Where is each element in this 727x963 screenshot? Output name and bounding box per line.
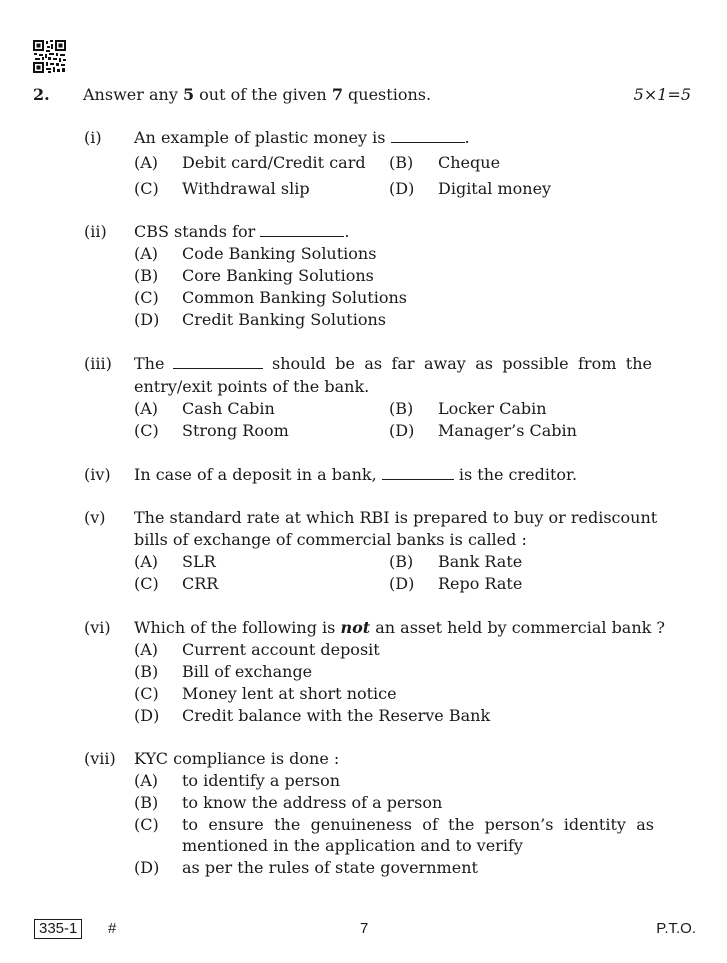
paper-code: 335-1 xyxy=(34,919,82,939)
option-text: Strong Room xyxy=(182,421,289,440)
marks-allocation: 5×1=5 xyxy=(633,85,691,104)
option-key: (D) xyxy=(389,179,415,198)
part-text-v-line2: bills of exchange of commercial banks is called : xyxy=(134,530,527,549)
option-key: (D) xyxy=(134,858,160,877)
part-text-ii: CBS stands for . xyxy=(134,222,350,241)
option-text: Withdrawal slip xyxy=(182,179,310,198)
part-text-iv: In case of a deposit in a bank, is the creditor. xyxy=(134,465,578,484)
option-key: (C) xyxy=(134,179,159,198)
option-text: as per the rules of state government xyxy=(182,858,478,877)
option-text: Bank Rate xyxy=(438,552,523,571)
part-text-iii: The should be as far away as possible from the xyxy=(134,354,652,373)
option-text: Code Banking Solutions xyxy=(182,244,377,263)
part-text-vii: KYC compliance is done : xyxy=(134,749,340,768)
part-label-vii: (vii) xyxy=(84,749,116,768)
option-key: (B) xyxy=(134,662,159,681)
option-text: Locker Cabin xyxy=(438,399,547,418)
option-key: (C) xyxy=(134,815,159,834)
option-key: (D) xyxy=(389,574,415,593)
qr-code xyxy=(33,40,66,73)
option-text: Debit card/Credit card xyxy=(182,153,366,172)
option-text: CRR xyxy=(182,574,219,593)
part-label-iv: (iv) xyxy=(84,465,111,484)
option-key: (B) xyxy=(134,793,159,812)
option-text: Cash Cabin xyxy=(182,399,275,418)
option-key: (A) xyxy=(134,399,159,418)
option-key: (A) xyxy=(134,640,159,659)
option-text-continued: mentioned in the application and to verify xyxy=(182,836,523,855)
part-label-ii: (ii) xyxy=(84,222,107,241)
option-key: (D) xyxy=(134,310,160,329)
option-key: (C) xyxy=(134,684,159,703)
option-text: Repo Rate xyxy=(438,574,523,593)
option-key: (D) xyxy=(389,421,415,440)
option-text: to identify a person xyxy=(182,771,341,790)
option-text: to know the address of a person xyxy=(182,793,443,812)
pto-label: P.T.O. xyxy=(656,920,696,937)
option-key: (D) xyxy=(134,706,160,725)
part-label-iii: (iii) xyxy=(84,354,112,373)
question-instruction: Answer any 5 out of the given 7 questions. xyxy=(83,85,432,104)
question-number: 2. xyxy=(33,85,50,104)
option-key: (B) xyxy=(389,153,414,172)
option-text: Common Banking Solutions xyxy=(182,288,407,307)
option-text: Manager’s Cabin xyxy=(438,421,577,440)
option-key: (A) xyxy=(134,244,159,263)
part-text-iii-line2: entry/exit points of the bank. xyxy=(134,377,370,396)
option-key: (C) xyxy=(134,421,159,440)
option-text: Current account deposit xyxy=(182,640,380,659)
hash-mark: # xyxy=(108,920,117,937)
option-key: (B) xyxy=(389,552,414,571)
option-key: (B) xyxy=(134,266,159,285)
option-key: (C) xyxy=(134,288,159,307)
option-key: (A) xyxy=(134,771,159,790)
option-text: Digital money xyxy=(438,179,552,198)
option-text: Cheque xyxy=(438,153,501,172)
option-key: (A) xyxy=(134,552,159,571)
option-key: (B) xyxy=(389,399,414,418)
option-text: Money lent at short notice xyxy=(182,684,397,703)
answer-blank xyxy=(260,222,344,237)
part-label-i: (i) xyxy=(84,128,102,147)
option-key: (C) xyxy=(134,574,159,593)
option-text: Credit balance with the Reserve Bank xyxy=(182,706,491,725)
option-text: SLR xyxy=(182,552,216,571)
part-text-i: An example of plastic money is . xyxy=(134,128,470,147)
answer-blank xyxy=(391,128,465,143)
option-text: Bill of exchange xyxy=(182,662,313,681)
option-text: Credit Banking Solutions xyxy=(182,310,386,329)
part-text-vi: Which of the following is not an asset held by commercial bank ? xyxy=(134,618,666,637)
part-text-v-line1: The standard rate at which RBI is prepared to buy or rediscount xyxy=(134,508,658,527)
option-text: Core Banking Solutions xyxy=(182,266,374,285)
page-number: 7 xyxy=(360,920,369,937)
answer-blank xyxy=(173,354,263,369)
part-label-vi: (vi) xyxy=(84,618,111,637)
option-text: to ensure the genuineness of the person’s identity as xyxy=(182,815,654,834)
option-key: (A) xyxy=(134,153,159,172)
part-label-v: (v) xyxy=(84,508,106,527)
answer-blank xyxy=(382,465,454,480)
